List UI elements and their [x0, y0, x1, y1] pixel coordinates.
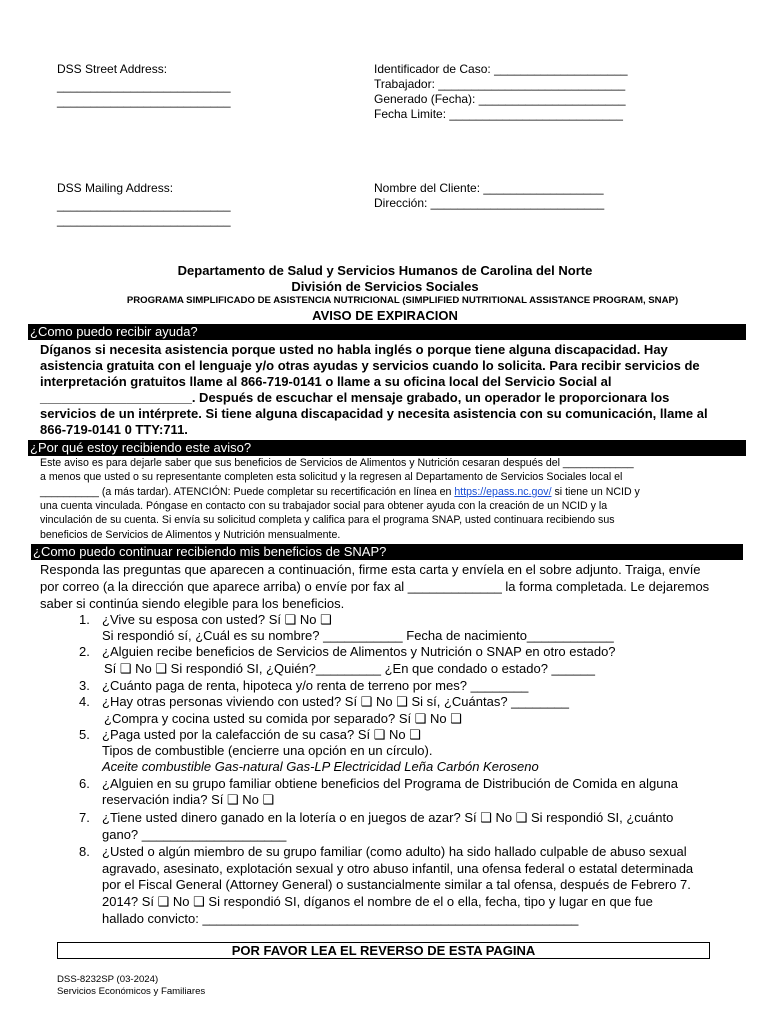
- why-paragraph-line: vinculación de su cuenta. Si envía su solicitud completa y califica para el programa SNAP, usted continuara recibiendo sus: [40, 514, 615, 526]
- question-convicted: ¿Usted o algún miembro de su grupo familiar (como adulto) ha sido hallado culpable de abuso sexual: [102, 844, 687, 859]
- form-code: DSS-8232SP (03-2024): [57, 974, 159, 985]
- question-separate-meals[interactable]: ¿Compra y cocina usted su comida por separado? Sí ❑ No ❑: [104, 711, 462, 726]
- section-heading-help: ¿Como puedo recibir ayuda?: [28, 324, 746, 340]
- question-spouse-name[interactable]: Si respondió sí, ¿Cuál es su nombre? ___________ Fecha de nacimiento____________: [102, 628, 614, 643]
- question-number: 7.: [79, 810, 90, 825]
- read-reverse-banner: POR FAVOR LEA EL REVERSO DE ESTA PAGINA: [57, 942, 710, 959]
- dss-street-address-line[interactable]: __________________________: [57, 94, 231, 108]
- generated-date-field[interactable]: Generado (Fecha): ______________________: [374, 92, 626, 106]
- question-spouse[interactable]: ¿Vive su esposa con usted? Sí ❑ No ❑: [102, 612, 332, 627]
- why-line-text: si tiene un NCID y: [551, 486, 640, 498]
- dss-street-address-label: DSS Street Address:: [57, 62, 168, 76]
- question-rent[interactable]: ¿Cuánto paga de renta, hipoteca y/o renta de terreno por mes? ________: [102, 678, 529, 693]
- worker-field[interactable]: Trabajador: ____________________________: [374, 77, 626, 91]
- help-paragraph-line: _____________________. Después de escuchar el mensaje grabado, un operador le proporcionara los: [40, 390, 670, 405]
- dss-mailing-address-label: DSS Mailing Address:: [57, 181, 174, 195]
- why-paragraph-line: Este aviso es para dejarle saber que sus beneficios de Servicios de Alimentos y Nutrición cesaran después del ____________: [40, 457, 634, 469]
- question-lottery[interactable]: ¿Tiene usted dinero ganado en la lotería o en juegos de azar? Sí ❑ No ❑ Si respondió SI, ¿cuánto: [102, 810, 674, 825]
- division-footer: Servicios Económicos y Familiares: [57, 986, 206, 997]
- case-id-field[interactable]: Identificador de Caso: ____________________: [374, 62, 628, 76]
- why-paragraph-line: una cuenta vinculada. Póngase en contacto con su trabajador social para obtener ayuda con la creación de un NCID y la: [40, 500, 608, 512]
- deadline-field[interactable]: Fecha Limite: __________________________: [374, 107, 623, 121]
- question-number: 3.: [79, 678, 90, 693]
- question-convicted-line: por el Fiscal General (Attorney General) o sustancialmente similar a tal ofensa, después de Febrero 7.: [102, 877, 691, 892]
- epass-link[interactable]: https://epass.nc.gov/: [454, 486, 552, 498]
- dss-mailing-address-line[interactable]: __________________________: [57, 213, 231, 227]
- question-number: 4.: [79, 694, 90, 709]
- help-paragraph-line: Díganos si necesita asistencia porque usted no habla inglés o porque tiene alguna discapacidad. Hay: [40, 342, 668, 357]
- continue-intro-line: por correo (a la dirección que aparece arriba) o envíe por fax al _____________ la forma completada. Le dejaremos: [40, 579, 710, 594]
- question-other-state-answer[interactable]: Sí ❑ No ❑ Si respondió SI, ¿Quién?_________ ¿En que condado o estado? ______: [104, 661, 595, 676]
- question-convicted-details[interactable]: hallado convicto: ____________________________________________________: [102, 911, 579, 926]
- notice-title: AVISO DE EXPIRACION: [312, 308, 458, 323]
- question-fuel-types: Tipos de combustible (encierre una opción en un círculo).: [102, 743, 433, 758]
- dss-mailing-address-line[interactable]: __________________________: [57, 198, 231, 212]
- help-paragraph-line: interpretación gratuitos llame al 866-719-0141 o llame a su oficina local del Servicio Social al: [40, 374, 612, 389]
- question-household[interactable]: ¿Hay otras personas viviendo con usted? Sí ❑ No ❑ Si sí, ¿Cuántas? ________: [102, 694, 570, 709]
- why-paragraph-line: [40, 486, 640, 499]
- client-address-field[interactable]: Dirección: __________________________: [374, 196, 605, 210]
- question-convicted-answer[interactable]: 2014? Sí ❑ No ❑ Si respondió SI, díganos el nombre de el o ella, fecha, tipo y lugar en que fue: [102, 894, 653, 909]
- question-other-state: ¿Alguien recibe beneficios de Servicios de Alimentos y Nutrición o SNAP en otro estado?: [102, 644, 616, 659]
- continue-intro-line: Responda las preguntas que aparecen a continuación, firme esta carta y envíela en el sobre adjunto. Traiga, envíe: [40, 562, 701, 577]
- why-paragraph-line: beneficios de Servicios de Alimentos y Nutrición mensualmente.: [40, 529, 341, 541]
- question-convicted-line: agravado, asesinato, explotación sexual y otro abuso infantil, una ofensa federal o estatal determinada: [102, 861, 694, 876]
- why-line-text: __________ (a más tardar). ATENCIÓN: Puede completar su recertificación en línea en: [40, 486, 455, 498]
- help-paragraph-line: asistencia gratuita con el lenguaje y/o otras ayudas y servicios cuando lo solicita. Para recibir servicios de: [40, 358, 700, 373]
- dss-street-address-line[interactable]: __________________________: [57, 79, 231, 93]
- division-title: División de Servicios Sociales: [291, 279, 479, 294]
- section-heading-continue: ¿Como puedo continuar recibiendo mis beneficios de SNAP?: [31, 544, 743, 560]
- section-heading-why: ¿Por qué estoy recibiendo este aviso?: [28, 440, 746, 456]
- question-number: 8.: [79, 844, 90, 859]
- question-number: 2.: [79, 644, 90, 659]
- why-paragraph-line: a menos que usted o su representante completen esta solicitud y la regresen al Departamento de Servicios Sociales local el: [40, 471, 623, 483]
- department-title: Departamento de Salud y Servicios Humanos de Carolina del Norte: [177, 263, 593, 278]
- question-lottery-amount[interactable]: gano? ____________________: [102, 827, 287, 842]
- question-number: 6.: [79, 776, 90, 791]
- help-paragraph-line: 866-719-0141 0 TTY:711.: [40, 422, 188, 437]
- question-number: 1.: [79, 612, 90, 627]
- question-heating[interactable]: ¿Paga usted por la calefacción de su casa? Sí ❑ No ❑: [102, 727, 421, 742]
- program-title: PROGRAMA SIMPLIFICADO DE ASISTENCIA NUTRICIONAL (SIMPLIFIED NUTRITIONAL ASSISTANCE PROGRAM, SNAP): [126, 295, 679, 306]
- question-indian-reservation-answer[interactable]: reservación india? Sí ❑ No ❑: [102, 792, 275, 807]
- question-number: 5.: [79, 727, 90, 742]
- fuel-options[interactable]: Aceite combustible Gas-natural Gas-LP Electricidad Leña Carbón Keroseno: [102, 759, 539, 774]
- help-paragraph-line: servicios de un intérprete. Si tiene alguna discapacidad y necesita asistencia con su comunicación, llame al: [40, 406, 708, 421]
- continue-intro-line: saber si continúa siendo elegible para los beneficios.: [40, 596, 345, 611]
- question-indian-reservation: ¿Alguien en su grupo familiar obtiene beneficios del Programa de Distribución de Comida en alguna: [102, 776, 678, 791]
- client-name-field[interactable]: Nombre del Cliente: __________________: [374, 181, 604, 195]
